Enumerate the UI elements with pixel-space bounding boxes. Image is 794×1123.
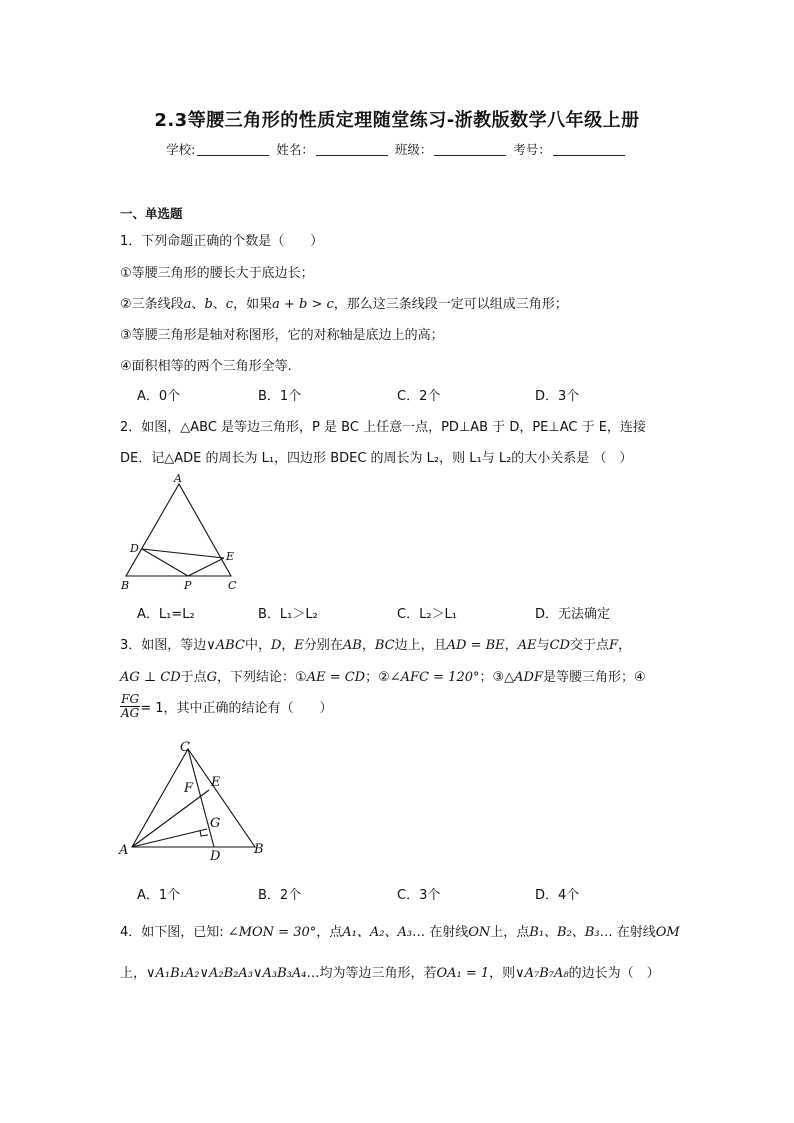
section-heading: 一、单选题	[120, 206, 183, 221]
label-p: P	[184, 579, 192, 592]
q3-option-b[interactable]: B．2个	[258, 888, 302, 903]
q2-stem-line2: DE．记△ADE 的周长为 L₁，四边形 BDEC 的周长为 L₂，则 L₁与 L₂的大小关系是 （ ）	[120, 451, 633, 466]
q1-statement-1: ①等腰三角形的腰长大于底边长；	[120, 266, 314, 281]
exam-no-blank[interactable]	[553, 143, 625, 156]
q2-option-a[interactable]: A．L₁=L₂	[137, 607, 195, 622]
label-e: E	[211, 775, 221, 790]
name-blank[interactable]	[316, 143, 388, 156]
q2-option-d[interactable]: D．无法确定	[535, 607, 611, 622]
q1-statement-4: ④面积相等的两个三角形全等.	[120, 359, 292, 374]
class-label: 班级：	[394, 142, 433, 157]
q1-option-b[interactable]: B．1个	[258, 389, 302, 404]
q3-option-c[interactable]: C．3个	[397, 888, 441, 903]
q2-figure	[114, 470, 249, 595]
q1-statement-2: ②三条线段a、b、c，如果a + b > c，那么这三条线段一定可以组成三角形；	[120, 297, 568, 312]
q1-statement-3: ③等腰三角形是轴对称图形，它的对称轴是底边上的高；	[120, 328, 444, 343]
student-info-row	[0, 140, 794, 158]
q2-stem-line1: 2．如图，△ABC 是等边三角形，P 是 BC 上任意一点，PD⊥AB 于 D，PE⊥AC 于 E，连接	[120, 420, 646, 435]
label-b: B	[254, 842, 264, 857]
fraction-fg-ag: $\frac{FG}{AG}$	[121, 692, 140, 720]
page-title: 2.3等腰三角形的性质定理随堂练习-浙教版数学八年级上册	[154, 110, 640, 131]
q1-stem: 1．下列命题正确的个数是（ ）	[120, 234, 324, 249]
q2-option-b[interactable]: B．L₁＞L₂	[258, 607, 318, 622]
name-label: 姓名：	[276, 142, 314, 157]
label-d: D	[130, 542, 139, 555]
exam-no-label: 考号：	[513, 142, 551, 157]
q1-option-a[interactable]: A．0个	[137, 389, 181, 404]
q3-stem-line2: AG ⊥ CD于点G，下列结论：①AE = CD；②∠AFC = 120°；③△ADF是等腰三角形；④	[120, 670, 646, 685]
q3-stem-line1: 3．如图，等边∨ABC中，D，E分别在AB，BC边上，且AD = BE，AE与CD交于点F，	[120, 638, 632, 653]
q1-option-d[interactable]: D．3个	[535, 389, 580, 404]
segment-pe	[188, 558, 224, 576]
label-c: C	[228, 579, 237, 592]
q3-option-d[interactable]: D．4个	[535, 888, 580, 903]
school-label: 学校:	[166, 142, 196, 157]
label-c: C	[180, 740, 190, 755]
q4-stem-line1: 4．如下图，已知: ∠MON = 30°，点A₁、A₂、A₃… 在射线ON上，点B₁、B₂、B₃… 在射线OM	[120, 925, 680, 940]
q3-figure	[114, 735, 274, 865]
label-d: D	[210, 849, 221, 864]
q3-option-a[interactable]: A．1个	[137, 888, 181, 903]
q1-option-c[interactable]: C．2个	[397, 389, 441, 404]
q2-option-c[interactable]: C．L₂＞L₁	[397, 607, 457, 622]
label-f: F	[184, 781, 194, 796]
school-blank[interactable]	[197, 143, 269, 156]
class-blank[interactable]	[434, 143, 506, 156]
label-e: E	[226, 550, 235, 563]
label-g: G	[210, 816, 221, 831]
label-a: A	[119, 843, 129, 858]
label-b: B	[121, 579, 130, 592]
q3-stem-line3: $\frac{FG}{AG}$ = 1，其中正确的结论有（ ）	[121, 692, 333, 720]
label-a: A	[174, 472, 182, 485]
segment-ae	[132, 790, 209, 847]
q4-stem-line2: 上，∨A₁B₁A₂∨A₂B₂A₃∨A₃B₃A₄…均为等边三角形，若OA₁ = 1，则∨A₇B₇A₈的边长为（ ）	[120, 966, 660, 981]
